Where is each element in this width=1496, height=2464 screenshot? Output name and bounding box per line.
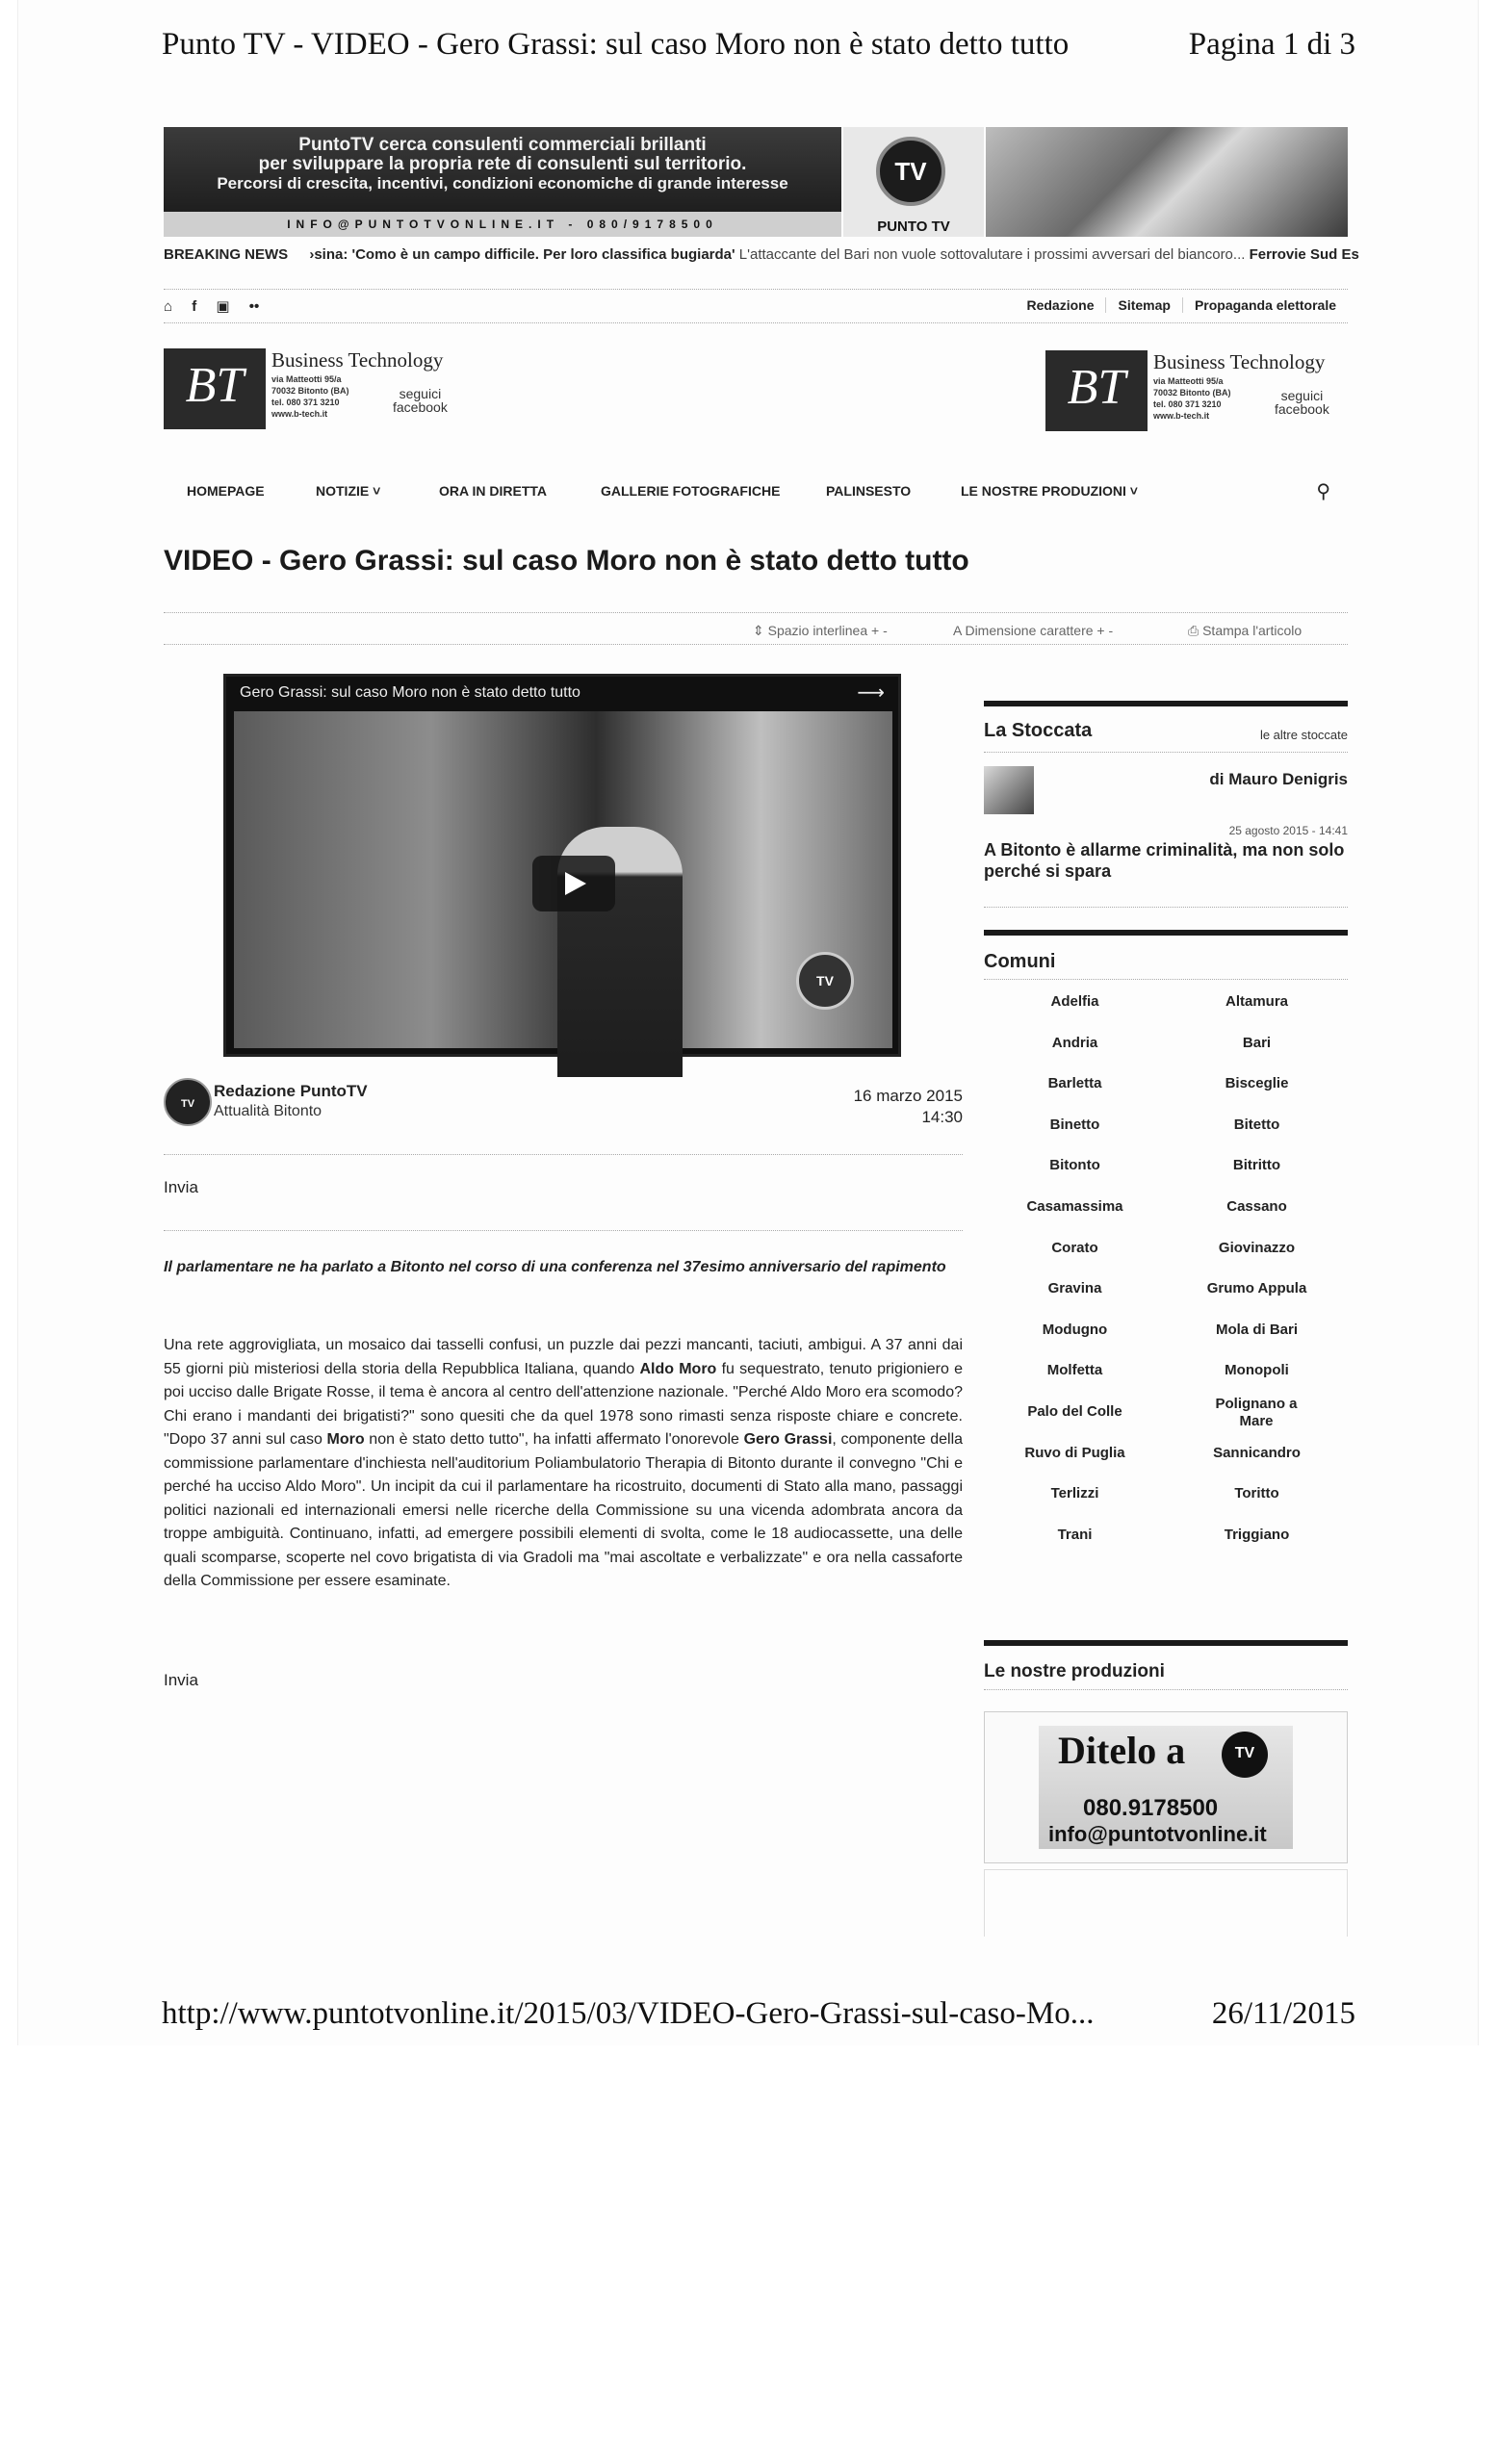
print-article-button[interactable]: ⎙ Stampa l'articolo	[1188, 623, 1303, 638]
tv-logo-icon: TV	[876, 137, 945, 206]
author-name[interactable]: Redazione PuntoTV	[214, 1082, 368, 1100]
share-icon[interactable]: ⟶	[857, 682, 885, 704]
sitemap-link[interactable]: Sitemap	[1105, 297, 1181, 313]
comune-link[interactable]: Barletta	[1047, 1075, 1102, 1092]
comuni-header	[984, 930, 1348, 980]
ditelo-panel	[1039, 1726, 1293, 1849]
bt-address: via Matteotti 95/a 70032 Bitonto (BA) tel. 080 371 3210 www.b-tech.it	[271, 374, 349, 419]
comune-link[interactable]: Molfetta	[1046, 1362, 1103, 1379]
comuni-title: Comuni	[984, 951, 1056, 972]
facebook-icon[interactable]: f	[192, 298, 197, 315]
play-icon[interactable]	[532, 856, 615, 911]
comune-link[interactable]: Casamassima	[1026, 1198, 1123, 1215]
comune-link[interactable]: Triggiano	[1224, 1526, 1290, 1543]
author-avatar[interactable]: TV	[164, 1078, 212, 1126]
print-footer	[162, 1996, 1355, 2039]
print-header	[162, 27, 1355, 69]
nav-gallerie[interactable]: GALLERIE FOTOGRAFICHE	[601, 483, 781, 499]
banner-line-3: Percorsi di crescita, incentivi, condizioni economiche di grande interesse	[217, 174, 788, 192]
stoccata-title: La Stoccata	[984, 720, 1093, 741]
utility-bar	[164, 289, 1348, 323]
banner-line-1: PuntoTV cerca consulenti commerciali brillanti	[298, 135, 707, 155]
font-size-control[interactable]: A Dimensione carattere + -	[953, 623, 1114, 638]
utility-icons	[164, 297, 274, 315]
nav-palinsesto[interactable]: PALINSESTO	[826, 483, 912, 499]
comune-link[interactable]: Mola di Bari	[1215, 1321, 1298, 1338]
comune-link[interactable]: Palo del Colle	[1027, 1403, 1122, 1420]
ditelo-email: info@puntotvonline.it	[1048, 1822, 1267, 1846]
bt-name: Business Technology	[1153, 350, 1326, 373]
article-lead: Il parlamentare ne ha parlato a Bitonto nel corso di una conferenza nel 37esimo anniversario del rapimento	[164, 1259, 946, 1275]
comune-link[interactable]: Adelfia	[1050, 993, 1099, 1010]
stoccata-more-link[interactable]: le altre stoccate	[1259, 728, 1348, 742]
bt-address: via Matteotti 95/a 70032 Bitonto (BA) tel. 080 371 3210 www.b-tech.it	[1153, 376, 1231, 421]
comune-link[interactable]: Modugno	[1042, 1321, 1108, 1338]
redazione-link[interactable]: Redazione	[1026, 297, 1095, 313]
comune-link[interactable]: Bitonto	[1049, 1157, 1100, 1174]
banner-line-2: per sviluppare la propria rete di consulenti sul territorio.	[258, 154, 747, 174]
print-header-title: Punto TV - VIDEO - Gero Grassi: sul caso Moro non è stato detto tutto	[162, 27, 1070, 62]
youtube-icon[interactable]: ▣	[216, 298, 230, 315]
send-button-bottom[interactable]: Invia	[164, 1671, 198, 1689]
comune-link[interactable]: Polignano a Mare	[1215, 1396, 1298, 1429]
stoccata-header	[984, 701, 1348, 753]
divider	[984, 907, 1348, 908]
produzioni-title: Le nostre produzioni	[984, 1661, 1165, 1681]
comune-link[interactable]: Cassano	[1226, 1198, 1287, 1215]
banner-contact: INFO@PUNTOTVONLINE.IT - 080/9178500	[164, 212, 841, 237]
video-frame	[234, 711, 892, 1048]
nav-notizie[interactable]: NOTIZIE ˅	[316, 483, 381, 499]
breaking-news-label: BREAKING NEWS	[164, 246, 289, 263]
comune-link[interactable]: Altamura	[1225, 993, 1289, 1010]
bt-ad-left[interactable]	[164, 348, 462, 429]
comune-link[interactable]: Bitritto	[1232, 1157, 1281, 1174]
stoccata-author: di Mauro Denigris	[1209, 770, 1348, 788]
comune-link[interactable]: Sannicandro	[1213, 1444, 1301, 1461]
article-body: Una rete aggrovigliata, un mosaico dai tasselli confusi, un puzzle dai pezzi mancanti, taciuti, ambigui. A 37 anni dai 55 giorni più misteriosi della storia della Repubblica Italiana, quando Aldo Moro fu sequestrato, tenuto prigioniero e poi ucciso dalle Brigate Rosse, il tema è ancora al centro dell'attenzione nazionale. "Perché Aldo Moro era scomodo? Chi erano i mandanti dei brigatisti?" sono quesiti che da quel 1978 sono rimasti senza risposte chiare e concrete. "Dopo 37 anni sul caso Moro non è stato detto tutto", ha infatti affermato l'onorevole Gero Grassi, componente della commissione parlamentare d'inchiesta nell'auditorium Poliambulatorio Therapia di Bitonto durante il convegno "Chi e perché ha ucciso Aldo Moro". Un incipit da cui il parlamentare ha ricostruito, documenti di Stato alla mano, passaggi politici nazionali ed internazionali emersi nelle ricerche della Commissione su una vicenda adombrata ancora da troppe ambiguità. Continuano, infatti, ad emergere possibili elementi di svolta, come le 18 audiocassette, una delle quali scomparse, scoperte nel covo brigatista di via Gradoli ma "mai ascoltate e verbalizzate" e ora nella cassaforte della Commissione per essere esaminate.	[164, 1337, 964, 1589]
print-page-number: Pagina 1 di 3	[1188, 27, 1355, 62]
comune-link[interactable]: Binetto	[1049, 1116, 1100, 1133]
ditelo-title: Ditelo a	[1058, 1729, 1186, 1772]
stoccata-headline[interactable]: A Bitonto è allarme criminalità, ma non solo perché si spara	[984, 840, 1345, 881]
comune-link[interactable]: Bari	[1242, 1034, 1272, 1051]
comune-link[interactable]: Ruvo di Puglia	[1024, 1444, 1125, 1461]
comune-link[interactable]: Andria	[1051, 1034, 1098, 1051]
comune-link[interactable]: Terlizzi	[1050, 1485, 1099, 1502]
comune-link[interactable]: Monopoli	[1225, 1362, 1289, 1379]
article-date: 16 marzo 2015 14:30	[853, 1087, 963, 1126]
bt-facebook: seguici facebook	[1275, 388, 1329, 417]
bt-logo: BT	[1045, 350, 1148, 431]
article-tools	[164, 612, 1348, 645]
comune-link[interactable]: Bisceglie	[1225, 1075, 1289, 1092]
video-player[interactable]	[223, 674, 901, 1057]
nav-produzioni[interactable]: LE NOSTRE PRODUZIONI ˅	[961, 483, 1138, 499]
recruitment-banner-ad[interactable]	[164, 127, 841, 237]
print-footer-url: http://www.puntotvonline.it/2015/03/VIDEO-Gero-Grassi-sul-caso-Mo...	[162, 1996, 1095, 2031]
stoccata-author-photo[interactable]	[984, 766, 1034, 814]
propaganda-link[interactable]: Propaganda elettorale	[1182, 297, 1348, 313]
logo-label: PUNTO TV	[877, 218, 950, 235]
sidebar-empty-box	[984, 1869, 1348, 1937]
search-icon[interactable]: ⚲	[1316, 481, 1330, 502]
breaking-item-1-title[interactable]: ›sina: 'Como è un campo difficile. Per loro classifica bugiarda'	[309, 246, 735, 263]
article-title: VIDEO - Gero Grassi: sul caso Moro non è stato detto tutto	[164, 545, 969, 577]
video-title: Gero Grassi: sul caso Moro non è stato detto tutto	[240, 684, 580, 701]
puntotv-logo[interactable]	[843, 127, 984, 237]
send-button-top[interactable]: Invia	[164, 1178, 198, 1196]
nav-homepage[interactable]: HOMEPAGE	[187, 483, 265, 499]
breaking-news-ticker[interactable]	[164, 246, 1359, 268]
ditelo-a-puntotv-ad[interactable]	[984, 1711, 1348, 1863]
comune-link[interactable]: Toritto	[1234, 1485, 1279, 1502]
produzioni-header	[984, 1640, 1348, 1690]
bt-name: Business Technology	[271, 348, 444, 372]
print-footer-date: 26/11/2015	[1211, 1996, 1355, 2031]
bt-ad-right[interactable]	[1045, 350, 1344, 431]
article-category[interactable]: Attualità Bitonto	[214, 1103, 322, 1119]
comune-link[interactable]: Trani	[1057, 1526, 1093, 1543]
comune-link[interactable]: Corato	[1051, 1239, 1098, 1256]
stoccata-date: 25 agosto 2015 - 14:41	[1228, 824, 1348, 837]
comune-link[interactable]: Gravina	[1047, 1280, 1102, 1297]
comune-link[interactable]: Bitetto	[1233, 1116, 1280, 1133]
tv-badge-icon: TV	[1222, 1732, 1268, 1778]
breaking-item-2-title[interactable]: Ferrovie Sud Es	[1249, 246, 1359, 263]
ditelo-phone: 080.9178500	[1083, 1795, 1219, 1821]
puntotv-watermark-icon: TV	[796, 952, 854, 1010]
breaking-item-1-text: L'attaccante del Bari non vuole sottovalutare i prossimi avversari del biancoro...	[738, 246, 1246, 263]
handshake-banner-image[interactable]	[986, 127, 1348, 237]
comune-link[interactable]: Giovinazzo	[1218, 1239, 1296, 1256]
home-icon[interactable]: ⌂	[164, 298, 173, 315]
divider	[164, 1230, 963, 1231]
comune-link[interactable]: Grumo Appula	[1206, 1280, 1307, 1297]
bt-facebook: seguici facebook	[393, 386, 448, 415]
author-block	[164, 1078, 963, 1155]
bt-logo: BT	[164, 348, 266, 429]
flickr-icon[interactable]: ••	[248, 298, 260, 315]
nav-ora-in-diretta[interactable]: ORA IN DIRETTA	[439, 483, 547, 499]
utility-links	[1015, 297, 1348, 313]
main-nav	[164, 477, 1348, 506]
line-spacing-control[interactable]: ⇕ Spazio interlinea + -	[753, 623, 888, 638]
